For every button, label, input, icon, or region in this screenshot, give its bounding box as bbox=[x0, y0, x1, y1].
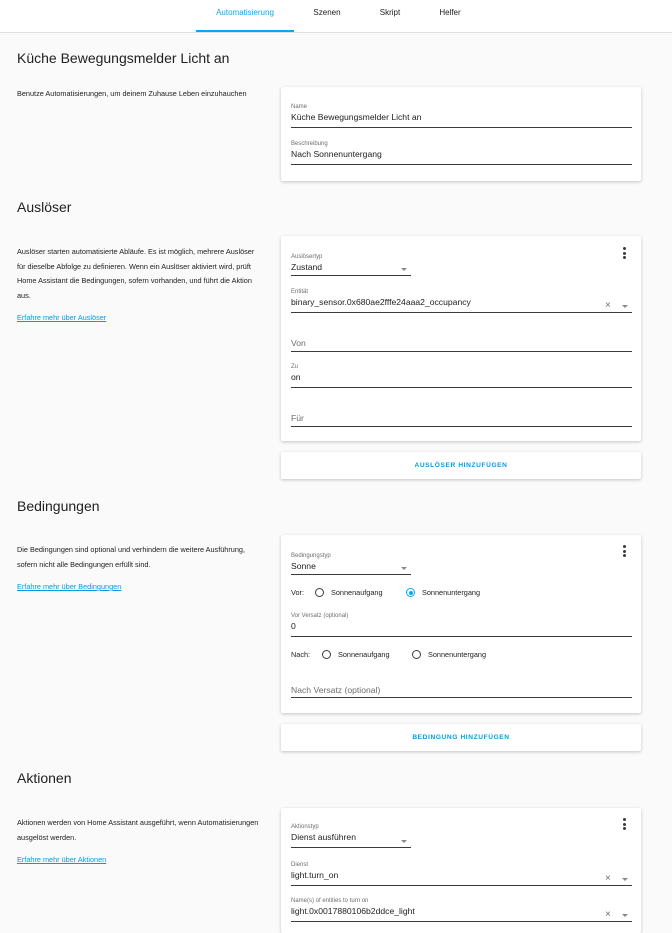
action-type-label: Aktionstyp bbox=[291, 824, 319, 830]
description-value: Nach Sonnenuntergang bbox=[291, 149, 382, 159]
before-sunset-radio[interactable] bbox=[406, 588, 415, 597]
before-offset-value: 0 bbox=[291, 621, 296, 631]
for-field[interactable] bbox=[291, 411, 632, 427]
tab-szenen[interactable] bbox=[303, 0, 351, 32]
info-description: Benutze Automatisierungen, um deinem Zuhause Leben einzuhauchen bbox=[17, 89, 247, 98]
page-title: Küche Bewegungsmelder Licht an bbox=[17, 50, 230, 66]
tab-automatisierung[interactable] bbox=[196, 0, 294, 32]
to-underline bbox=[291, 387, 632, 388]
add-trigger-button[interactable]: AUSLÖSER HINZUFÜGEN bbox=[281, 452, 641, 479]
chevron-down-icon bbox=[401, 840, 407, 843]
after-label: Nach: bbox=[291, 650, 311, 659]
entity-underline bbox=[291, 312, 632, 313]
trigger-type-label: Auslösertyp bbox=[291, 254, 323, 260]
condition-type-select[interactable] bbox=[291, 553, 411, 575]
after-offset-field[interactable] bbox=[291, 682, 632, 698]
condition-type-label: Bedingungstyp bbox=[291, 553, 331, 559]
condition-type-value: Sonne bbox=[291, 561, 316, 571]
chevron-down-icon[interactable] bbox=[622, 878, 628, 881]
for-underline bbox=[291, 426, 632, 427]
to-label: Zu bbox=[291, 364, 299, 370]
from-field[interactable] bbox=[291, 336, 632, 352]
chevron-down-icon[interactable] bbox=[622, 305, 628, 308]
actions-title: Aktionen bbox=[17, 770, 72, 786]
to-field[interactable] bbox=[291, 364, 632, 388]
trigger-type-underline bbox=[291, 275, 411, 276]
tab-label: Automatisierung bbox=[216, 8, 274, 17]
service-underline bbox=[291, 885, 632, 886]
condition-type-underline bbox=[291, 574, 411, 575]
triggers-learn-more-link[interactable]: Erfahre mehr über Auslöser bbox=[17, 313, 107, 322]
description-field[interactable] bbox=[291, 141, 632, 165]
clear-icon[interactable]: × bbox=[605, 300, 611, 311]
after-offset-placeholder: Nach Versatz (optional) bbox=[291, 685, 381, 695]
action-type-underline bbox=[291, 847, 411, 848]
service-label: Dienst bbox=[291, 862, 309, 868]
before-label: Vor: bbox=[291, 588, 304, 597]
actions-learn-more-link[interactable]: Erfahre mehr über Aktionen bbox=[17, 855, 107, 864]
after-sunrise-label[interactable]: Sonnenaufgang bbox=[338, 650, 390, 659]
tab-skript[interactable] bbox=[366, 0, 414, 32]
after-offset-underline bbox=[291, 697, 632, 698]
tab-helfer[interactable] bbox=[426, 0, 474, 32]
entity-value: binary_sensor.0x680ae2fffe24aaa2_occupancy bbox=[291, 297, 471, 307]
before-offset-field[interactable] bbox=[291, 613, 632, 637]
action-card bbox=[281, 808, 641, 933]
for-placeholder: Für bbox=[291, 413, 304, 423]
before-offset-label: Vor Versatz (optional) bbox=[291, 613, 349, 619]
after-sunrise-radio[interactable] bbox=[322, 650, 331, 659]
chevron-down-icon bbox=[401, 567, 407, 570]
actions-description: Aktionen werden von Home Assistant ausgeführt, wenn Automatisierungen ausgelöst werden. bbox=[17, 818, 259, 842]
before-sunrise-radio[interactable] bbox=[315, 588, 324, 597]
tab-label: Helfer bbox=[439, 8, 461, 17]
before-offset-underline bbox=[291, 636, 632, 637]
service-field[interactable] bbox=[291, 862, 632, 886]
name-label: Name bbox=[291, 104, 308, 110]
info-card bbox=[281, 87, 641, 181]
trigger-card bbox=[281, 236, 641, 441]
tab-label: Skript bbox=[379, 8, 401, 17]
triggers-description: Auslöser starten automatisierte Abläufe. Es ist möglich, mehrere Auslöser für dieselbe Abfolge zu definieren. Wenn ein Auslöser aktiviert wird, prüft Home Assistant die Bedingungen, sofern vorhanden, und führt die Aktion aus. bbox=[17, 247, 255, 300]
service-value: light.turn_on bbox=[291, 870, 339, 880]
before-radio-group bbox=[291, 588, 631, 600]
conditions-learn-more-link[interactable]: Erfahre mehr über Bedingungen bbox=[17, 582, 122, 591]
chevron-down-icon bbox=[401, 268, 407, 271]
trigger-type-select[interactable] bbox=[291, 254, 411, 276]
from-placeholder: Von bbox=[291, 338, 306, 348]
add-condition-button[interactable]: BEDINGUNG HINZUFÜGEN bbox=[281, 724, 641, 751]
action-type-value: Dienst ausführen bbox=[291, 832, 356, 842]
clear-icon[interactable]: × bbox=[605, 909, 611, 920]
entity-field[interactable] bbox=[291, 289, 632, 313]
trigger-type-value: Zustand bbox=[291, 262, 323, 272]
active-tab-indicator bbox=[196, 30, 294, 32]
after-sunset-radio[interactable] bbox=[412, 650, 421, 659]
tab-bar bbox=[0, 0, 672, 33]
after-radio-group bbox=[291, 650, 631, 662]
clear-icon[interactable]: × bbox=[605, 873, 611, 884]
trigger-menu-icon[interactable] bbox=[621, 247, 627, 261]
action-type-select[interactable] bbox=[291, 824, 411, 848]
triggers-title: Auslöser bbox=[17, 199, 72, 215]
entity-label: Entität bbox=[291, 289, 309, 295]
name-value: Küche Bewegungsmelder Licht an bbox=[291, 112, 422, 122]
name-underline bbox=[291, 127, 632, 128]
chevron-down-icon[interactable] bbox=[622, 914, 628, 917]
entities-label: Name(s) of entities to turn on bbox=[291, 898, 369, 904]
entities-underline bbox=[291, 921, 632, 922]
description-label: Beschreibung bbox=[291, 141, 328, 147]
entities-value: light.0x0017880106b2ddce_light bbox=[291, 906, 415, 916]
from-underline bbox=[291, 351, 632, 352]
after-sunset-label[interactable]: Sonnenuntergang bbox=[428, 650, 487, 659]
entities-field[interactable] bbox=[291, 898, 632, 922]
condition-card bbox=[281, 535, 641, 713]
before-sunrise-label[interactable]: Sonnenaufgang bbox=[331, 588, 383, 597]
description-underline bbox=[291, 164, 632, 165]
conditions-description: Die Bedingungen sind optional und verhindern die weitere Ausführung, sofern nicht alle Bedingungen erfüllt sind. bbox=[17, 545, 245, 569]
before-sunset-label[interactable]: Sonnenuntergang bbox=[422, 588, 481, 597]
condition-menu-icon[interactable] bbox=[621, 545, 627, 559]
tab-label: Szenen bbox=[313, 8, 341, 17]
action-menu-icon[interactable] bbox=[621, 818, 627, 832]
conditions-title: Bedingungen bbox=[17, 498, 100, 514]
name-field[interactable] bbox=[291, 104, 632, 128]
to-value: on bbox=[291, 372, 301, 382]
